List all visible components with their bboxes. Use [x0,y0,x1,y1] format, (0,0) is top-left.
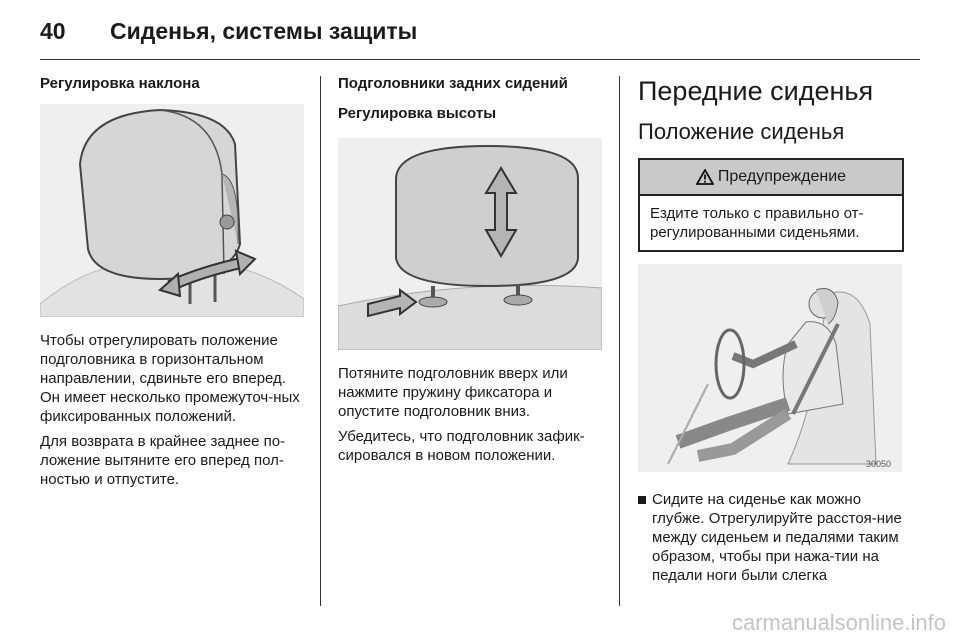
column-3 [638,74,902,585]
tilt-adjust-paragraph-2: Для возврата в крайнее заднее по-ложение вытяните его вперед пол-ностью и отпустите. [40,433,286,488]
rear-headrests-heading: Подголовники задних сидений [338,75,568,92]
page-number: 40 [40,18,66,44]
tilt-adjust-paragraph-1: Чтобы отрегулировать положение подголовника в горизонтальном направлении, сдвиньте его вперед. Он имеет несколько промежуточ-ных фиксированных положений. [40,332,300,425]
column-2 [338,74,602,471]
rear-headrest-height-illustration [338,138,602,350]
figure-number: 30050 [866,459,892,469]
bullet-square-icon [638,490,652,585]
height-adjust-paragraph-1: Потяните подголовник вверх или нажмите пружину фиксатора и опустите подголовник вниз. [338,365,568,420]
headrest-tilt-illustration [40,104,304,317]
warning-title: Предупреждение [717,168,847,185]
height-adjust-paragraph-2: Убедитесь, что подголовник зафик-сировался в новом положении. [338,428,585,464]
page-header [40,14,920,54]
warning-triangle-icon [696,169,714,185]
column-divider-left [320,76,321,606]
warning-text: Ездите только с правильно от-регулированными сиденьями. [650,205,864,241]
front-seats-title: Передние сиденья [638,76,874,106]
tilt-adjust-heading: Регулировка наклона [40,75,200,92]
height-adjust-heading: Регулировка высоты [338,105,496,122]
warning-header [640,160,902,196]
chapter-title: Сиденья, системы защиты [110,18,418,44]
warning-box [638,158,904,252]
watermark: carmanualsonline.info [731,610,946,635]
header-rule [40,59,920,60]
seat-position-title: Положение сиденья [638,119,845,144]
column-divider-right [619,76,620,606]
driver-seat-position-illustration [638,264,902,472]
seat-position-bullet [638,490,902,585]
seat-position-bullet-text: Сидите на сиденье как можно глубже. Отрегулируйте расстоя-ние между сиденьем и педалями таким образом, чтобы при нажа-тии на педали ноги были слегка [652,491,902,584]
column-1 [40,74,304,495]
